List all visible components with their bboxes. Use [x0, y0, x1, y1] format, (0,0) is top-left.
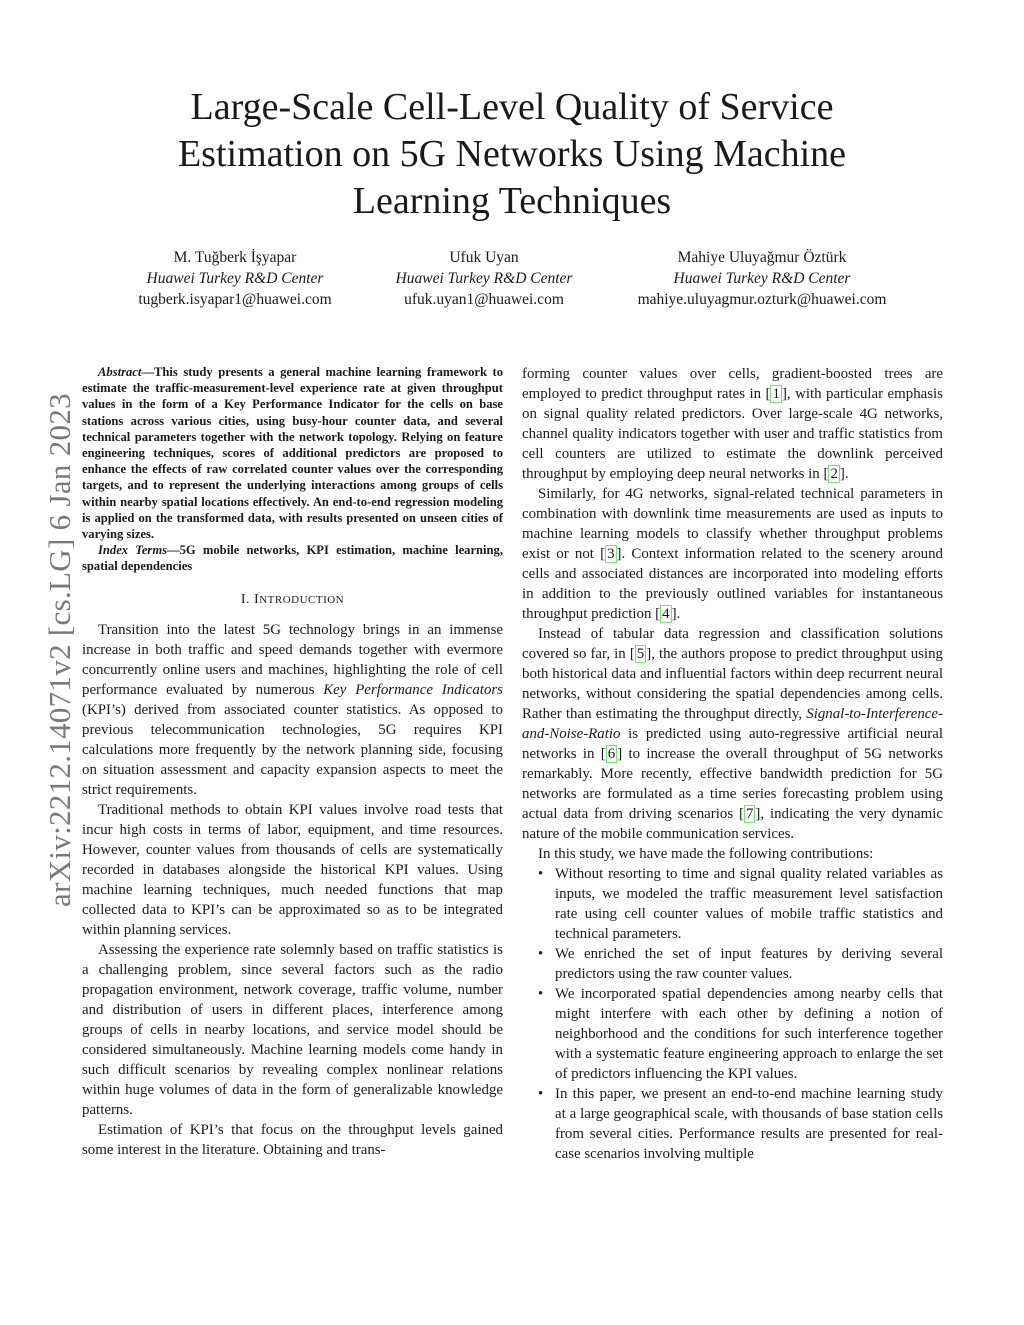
citation-link[interactable]: 5 — [636, 646, 645, 662]
abstract-label: Abstract — [98, 365, 142, 379]
paragraph: Instead of tabular data regression and classification solutions covered so far, in [ 5 ], the authors propose to predict throughput using both historical data and influential factors within deep recurrent neural networks, without considering the spatial dependencies among cells. Rather than estimating the throughput directly, Signal-to-Interference-and-Noise-Ratio is predicted using auto-regressive artificial neural networks in [ 6 ] to increase the overall throughput of 5G networks remarkably. More recently, effective bandwidth prediction for 5G networks are formulated as a time series forecasting problem using actual data from driving scenarios [ 7 ], indicating the very dynamic nature of the mobile communication services. — [522, 626, 943, 842]
list-item: • Without resorting to time and signal quality related variables as inputs, we modeled the traffic measurement level satisfaction rate using cell counter values of mobile traffic statistics and technical parameters. — [538, 866, 943, 942]
abstract-text: —This study presents a general machine learning framework to estimate the traffic-measurement-level experience rate at given throughput values in the form of a Key Performance Indicator for the cells on base stations across various cities, using busy-hour counter data, and several technical parameters together with the network topology. Relying on feature engineering techniques, scores of additional predictors are proposed to enhance the effects of raw correlated counter values over the corresponding targets, and to represent the underlying interactions among groups of cells within nearby spatial locations effectively. An end-to-end regression modeling is applied on the transformed data, with results presented on unseen cities of varying sizes. — [82, 365, 503, 542]
section-heading: I. INTRODUCTION — [240, 591, 345, 607]
author-name: Mahiye Uluyağmur Öztürk — [677, 249, 847, 266]
abstract — [82, 364, 503, 542]
author-block — [110, 247, 360, 310]
right-column — [522, 364, 943, 1164]
bullet-icon: • — [538, 866, 544, 882]
paragraph: Traditional methods to obtain KPI values involve road tests that incur high costs in terms of labor, equipment, and time resources. However, counter values from thousands of cells are systematically recorded in databases alongside the historical KPI values. Using machine learning techniques, much needed functions that map collected data to KPI’s can be approximated so as to be integrated within planning services. — [82, 801, 503, 938]
title-line: Large-Scale Cell-Level Quality of Service — [190, 86, 834, 128]
paragraph: Assessing the experience rate solemnly based on traffic statistics is a challenging problem, since several factors such as the radio propagation environment, network coverage, traffic volume, number and distribution of users in different places, interference among groups of cells in nearby locations, and service model should be considered simultaneously. Machine learning models come handy in such difficult scenarios by revealing complex nonlinear relations within huge volumes of data in the form of generalizable knowledge patterns. — [82, 941, 503, 1118]
author-affiliation: Huawei Turkey R&D Center — [395, 270, 573, 287]
paragraph: Transition into the latest 5G technology brings in an immense increase in both traffic and speed demands together with evermore concurrently online users and machines, highlighting the role of cell performance evaluated by numerous Key Performance Indicators (KPI’s) derived from associated counter statistics. As opposed to previous telecommunication technologies, 5G requires KPI calculations more frequently by the network planning side, focusing on situation assessment and capacity expansion aspects to meet the strict requirements. — [82, 621, 503, 798]
author-block — [612, 247, 912, 310]
citation-link[interactable]: 1 — [772, 386, 780, 402]
citation-link[interactable]: 4 — [662, 606, 670, 622]
title-line: Estimation on 5G Networks Using Machine — [177, 133, 847, 175]
paper-title — [100, 84, 924, 225]
title-line: Learning Techniques — [352, 180, 672, 222]
paragraph: In this study, we have made the following contributions: — [538, 846, 874, 862]
index-terms-label: Index Terms — [98, 543, 168, 558]
paragraph: Similarly, for 4G networks, signal-related technical parameters in combination with downlink time measurements are used as inputs to machine learning models to classify whether throughput problems exist or not [ 3 ]. Context information related to the scenery around cells and associated distances are incorporated into modeling efforts in addition to the previously outlined variables for instantaneous throughput prediction [ 4 ]. — [522, 486, 943, 622]
arxiv-stamp: arXiv:2212.14071v2 [cs.LG] 6 Jan 2023 — [42, 393, 77, 907]
author-email: ufuk.uyan1@huawei.com — [404, 291, 564, 308]
citation-link[interactable]: 3 — [607, 546, 615, 562]
index-terms — [82, 542, 503, 574]
list-item: • We incorporated spatial dependencies among nearby cells that might interfere with each other by defining a notion of neighborhood and the conditions for such interference together with a systematic feature engineering approach to enlarge the set of predictors influencing the KPI values. — [538, 986, 943, 1082]
paragraph: Estimation of KPI’s that focus on the throughput levels gained some interest in the literature. Obtaining and trans- — [82, 1121, 503, 1158]
bullet-icon: • — [538, 986, 544, 1002]
left-column — [82, 364, 503, 1160]
author-block — [368, 247, 600, 310]
author-email: tugberk.isyapar1@huawei.com — [138, 291, 332, 308]
author-name: M. Tuğberk İşyapar — [173, 249, 297, 266]
bullet-icon: • — [538, 946, 544, 962]
index-terms-text: —5G mobile networks, KPI estimation, machine learning, spatial dependencies — [82, 543, 503, 574]
bullet-icon: • — [538, 1086, 544, 1102]
citation-link[interactable]: 2 — [830, 466, 838, 482]
paragraph: forming counter values over cells, gradient-boosted trees are employed to predict throughput rates in [ 1 ], with particular emphasis on signal quality related predictors. Over large-scale 4G networks, channel quality indicators together with user and traffic statistics from cell counters are utilized to estimate the downlink perceived throughput by employing deep neural networks in [ 2 ]. — [522, 366, 943, 482]
citation-link[interactable]: 7 — [745, 806, 754, 822]
contribution-list — [522, 864, 943, 1164]
citation-link[interactable]: 6 — [607, 746, 616, 762]
list-item: • In this paper, we present an end-to-end machine learning study at a large geographical scale, with thousands of base station cells from several cities. Performance results are presented for real-case scenarios involving multiple — [538, 1086, 943, 1162]
author-email: mahiye.uluyagmur.ozturk@huawei.com — [637, 291, 887, 308]
author-affiliation: Huawei Turkey R&D Center — [673, 270, 851, 287]
list-item: • We enriched the set of input features by deriving several predictors using the raw counter values. — [538, 946, 943, 982]
author-affiliation: Huawei Turkey R&D Center — [146, 270, 324, 287]
author-name: Ufuk Uyan — [449, 249, 519, 266]
